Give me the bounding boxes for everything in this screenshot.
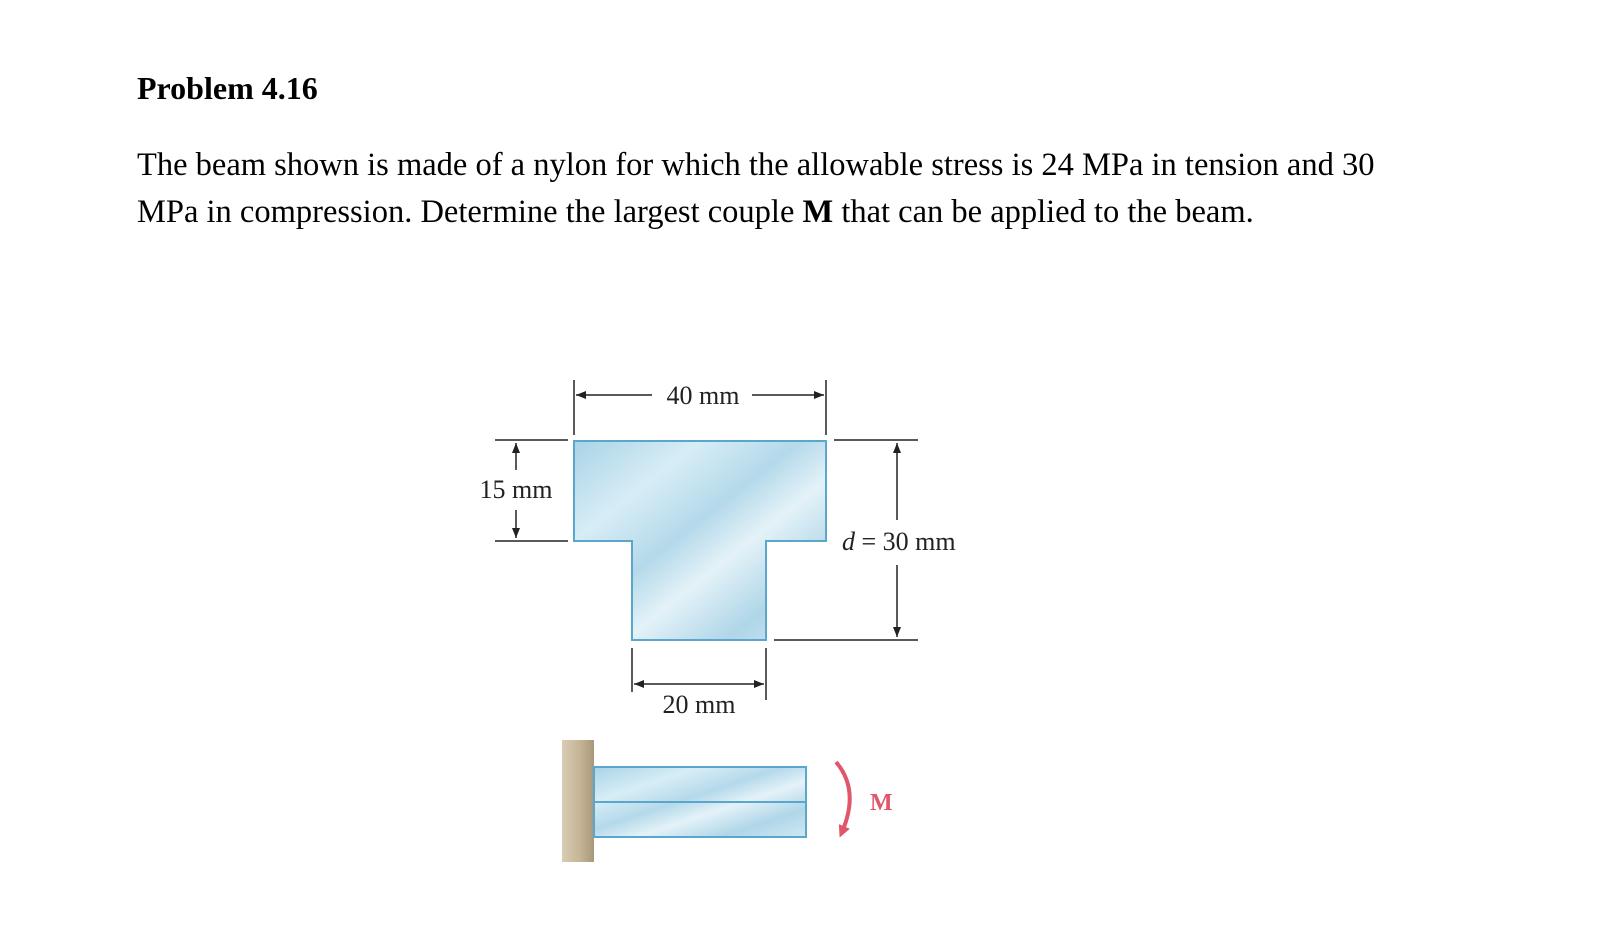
beam-side-view [594, 767, 806, 837]
dim-web-width [632, 648, 766, 719]
problem-title: Problem 4.16 [137, 70, 318, 106]
dim-depth-label [842, 527, 956, 556]
problem-statement-part1: The beam shown is made of a nylon for which the allowable stress is 24 MPa in tension and 30 MPa in compression. Determine the largest couple [137, 147, 1375, 230]
dim-flange-thickness-label: 15 mm [479, 475, 553, 504]
dim-flange-thickness [480, 440, 568, 541]
moment-arrow [836, 762, 850, 832]
moment-label: M [870, 790, 893, 816]
dim-flange-width [574, 380, 826, 435]
dim-depth-value: = 30 mm [855, 527, 956, 556]
dim-depth-variable: d [842, 527, 855, 556]
problem-statement-part2: that can be applied to the beam. [833, 194, 1254, 230]
problem-statement-bold-m: M [802, 194, 834, 230]
wall-support [562, 740, 594, 862]
dim-flange-width-label: 40 mm [666, 381, 740, 410]
dim-web-width-label: 20 mm [662, 690, 736, 719]
t-section-shape [574, 441, 826, 640]
